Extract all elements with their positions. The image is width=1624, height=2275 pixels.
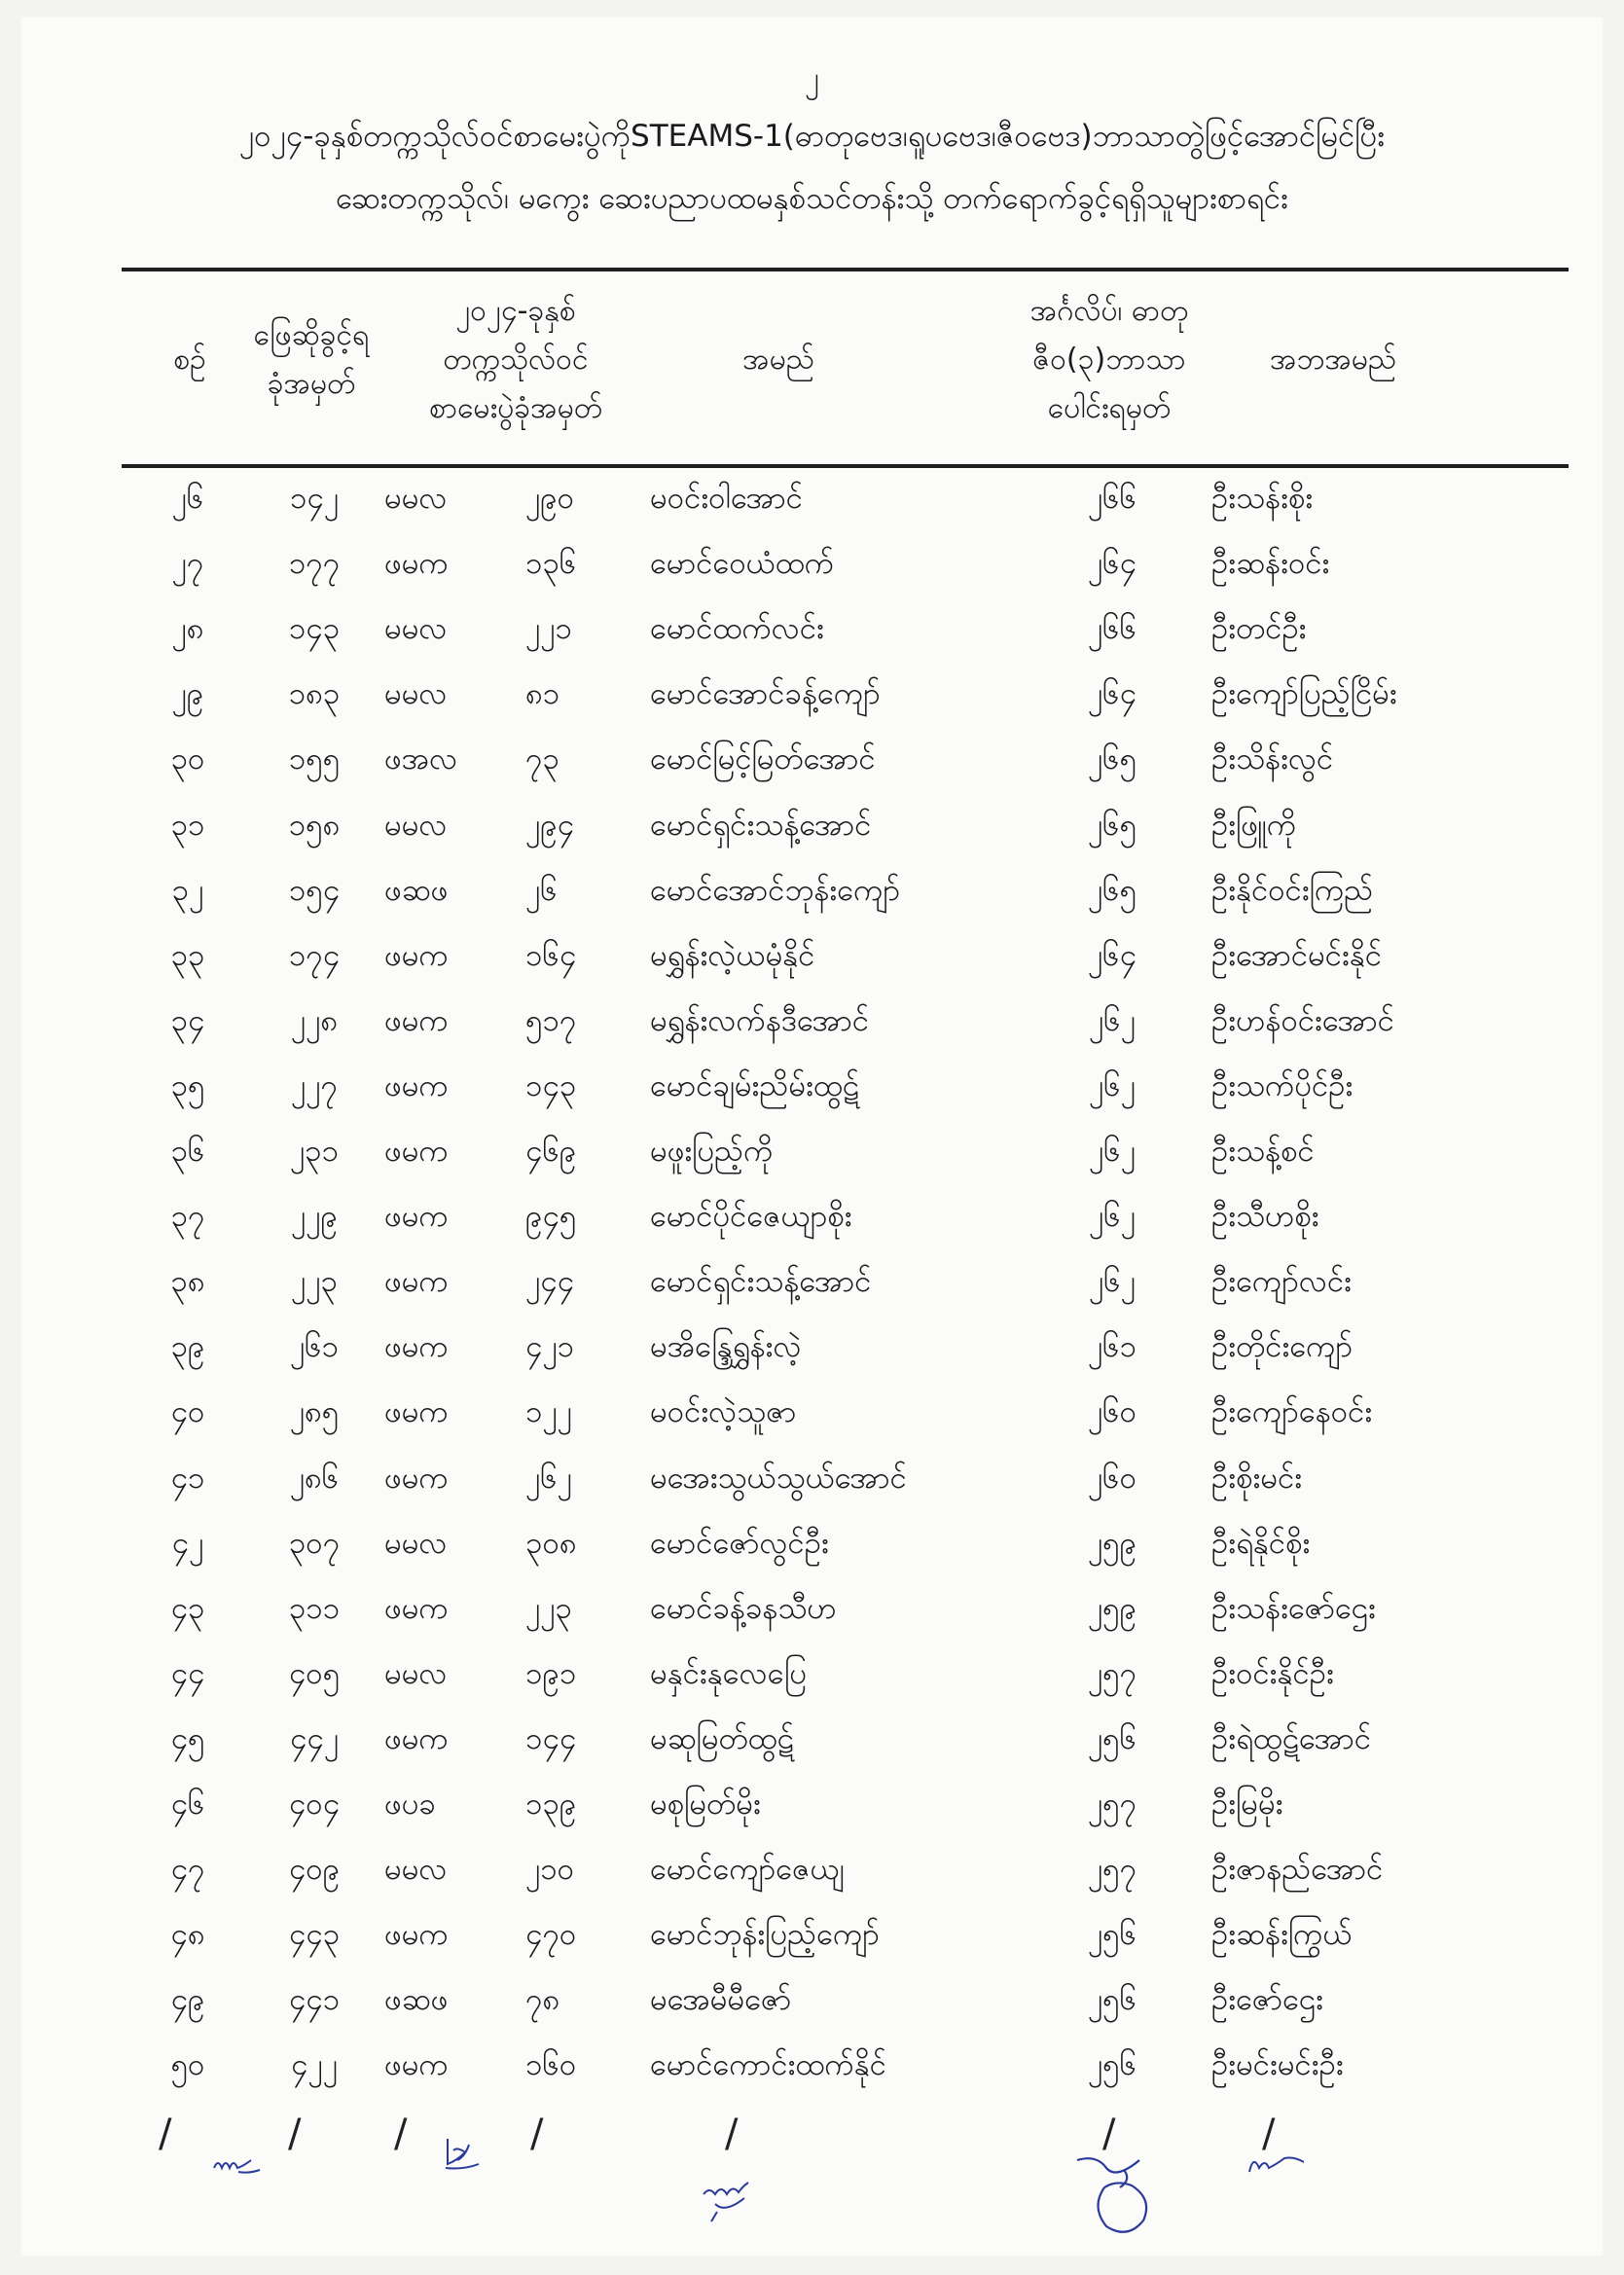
serial-number: ၂၆ bbox=[171, 481, 204, 516]
total-marks: ၂၅၆ bbox=[1087, 1917, 1137, 1953]
exam-center-code: ဖမက bbox=[384, 546, 449, 582]
total-marks: ၂၆၄ bbox=[1087, 546, 1137, 582]
serial-number: ၄၀ bbox=[170, 1394, 205, 1430]
slash-mark: / bbox=[530, 2112, 544, 2156]
total-marks: ၂၆၅ bbox=[1087, 872, 1137, 908]
total-marks: ၂၅၆ bbox=[1087, 1720, 1137, 1756]
serial-number: ၂၇ bbox=[171, 546, 204, 582]
total-marks: ၂၆၂ bbox=[1089, 1134, 1136, 1169]
father-name: ဦးဆန်းကြွယ် bbox=[1211, 1917, 1353, 1953]
exam-seat-number: ၁၆၄ bbox=[525, 937, 577, 973]
roll-number: ၄၂၂ bbox=[291, 2047, 338, 2083]
father-name: ဦးဆန်းဝင်း bbox=[1211, 546, 1330, 582]
total-marks: ၂၅၉ bbox=[1087, 1590, 1137, 1626]
student-name: မစုမြတ်မိုး bbox=[650, 1787, 761, 1822]
header-sr: စဉ် bbox=[173, 343, 206, 377]
roll-number: ၁၇၇ bbox=[288, 546, 341, 582]
serial-number: ၃၃ bbox=[170, 937, 205, 973]
exam-seat-number: ၂၁၀ bbox=[525, 1852, 575, 1888]
exam-seat-number: ၁၃၉ bbox=[525, 1787, 577, 1822]
total-marks: ၂၅၇ bbox=[1087, 1655, 1137, 1691]
father-name: ဦးသန်းဇော်ဌေး bbox=[1211, 1590, 1376, 1626]
table-row bbox=[0, 1119, 1624, 1184]
roll-number: ၁၄၂ bbox=[289, 481, 340, 516]
student-name: မောင်မြင့်မြတ်အောင် bbox=[650, 741, 876, 777]
exam-center-code: ဖမက bbox=[384, 1460, 449, 1496]
table-row bbox=[0, 1380, 1624, 1445]
student-name: မရွှန်းလဲ့ယမုံနိုင် bbox=[650, 937, 815, 973]
roll-number: ၂၂၉ bbox=[291, 1199, 338, 1235]
total-marks: ၂၆၀ bbox=[1087, 1394, 1137, 1430]
roll-number: ၄၄၂ bbox=[289, 1720, 340, 1756]
table-row bbox=[0, 1315, 1624, 1380]
total-marks: ၂၅၉ bbox=[1087, 1525, 1137, 1561]
father-name: ဦးသန်းစိုး bbox=[1211, 481, 1314, 516]
father-name: ဦးဇာနည်အောင် bbox=[1211, 1852, 1384, 1888]
table-row bbox=[0, 923, 1624, 989]
slash-mark: / bbox=[1102, 2112, 1116, 2156]
exam-center-code: ဖမက bbox=[384, 1002, 449, 1038]
father-name: ဦးရဲနိုင်စိုး bbox=[1211, 1525, 1311, 1561]
roll-number: ၁၇၄ bbox=[288, 937, 341, 973]
exam-center-code: မမလ bbox=[384, 481, 448, 516]
serial-number: ၃၉ bbox=[170, 1329, 205, 1365]
initial-signature bbox=[1245, 2150, 1304, 2180]
exam-seat-number: ၉၄၅ bbox=[525, 1199, 577, 1235]
table-row bbox=[0, 1837, 1624, 1902]
exam-seat-number: ၂၉၀ bbox=[525, 481, 575, 516]
student-name: မောင်အောင်ခန့်ကျော် bbox=[650, 676, 881, 712]
serial-number: ၂၉ bbox=[171, 676, 204, 712]
table-row bbox=[0, 1249, 1624, 1315]
total-marks: ၂၆၆ bbox=[1087, 611, 1137, 647]
slash-mark: / bbox=[159, 2112, 172, 2156]
student-name: မဝင်းလဲ့သူဇာ bbox=[650, 1394, 797, 1430]
roll-number: ၂၂၇ bbox=[291, 1067, 338, 1103]
father-name: ဦးသက်ပိုင်ဦး bbox=[1211, 1067, 1353, 1103]
roll-number: ၄၄၃ bbox=[288, 1917, 341, 1953]
student-name: မောင်ချမ်းညိမ်းထွဋ် bbox=[650, 1067, 860, 1103]
exam-seat-number: ၁၄၄ bbox=[525, 1720, 577, 1756]
serial-number: ၃၁ bbox=[170, 807, 205, 843]
initial-signature bbox=[209, 2150, 268, 2180]
roll-number: ၂၆၁ bbox=[289, 1329, 340, 1365]
total-marks: ၂၆၂ bbox=[1089, 1067, 1136, 1103]
student-name: မောင်အောင်ဘုန်းကျော် bbox=[650, 872, 901, 908]
exam-center-code: ဖမက bbox=[384, 1394, 449, 1430]
exam-center-code: ဖပခ bbox=[384, 1787, 436, 1822]
header-exam-number: ၂၀၂၄-ခုနှစ် တက္ကသိုလ်ဝင် စာမေးပွဲခုံအမှတ် bbox=[428, 294, 603, 425]
roll-number: ၁၅၅ bbox=[288, 741, 341, 777]
father-name: ဦးနိုင်ဝင်းကြည် bbox=[1211, 872, 1374, 908]
table-row bbox=[0, 1642, 1624, 1707]
slash-mark: / bbox=[394, 2112, 408, 2156]
exam-center-code: ဖအလ bbox=[384, 741, 458, 777]
total-marks: ၂၆၅ bbox=[1087, 741, 1137, 777]
table-row bbox=[0, 727, 1624, 792]
exam-seat-number: ၂၉၄ bbox=[525, 807, 575, 843]
exam-seat-number: ၁၃၆ bbox=[525, 546, 577, 582]
serial-number: ၄၅ bbox=[170, 1720, 205, 1756]
exam-seat-number: ၂၂၁ bbox=[525, 611, 572, 647]
roll-number: ၂၈၆ bbox=[289, 1460, 340, 1496]
student-name: မနှင်းနုလေပြေ bbox=[650, 1655, 808, 1691]
roll-number: ၁၈၃ bbox=[288, 676, 341, 712]
father-name: ဦးရဲထွဋ်အောင် bbox=[1211, 1720, 1372, 1756]
exam-seat-number: ၂၄၄ bbox=[525, 1264, 575, 1300]
exam-center-code: မမလ bbox=[384, 807, 448, 843]
serial-number: ၄၉ bbox=[170, 1982, 205, 2018]
father-name: ဦးဇော်ဌေး bbox=[1211, 1982, 1323, 2018]
student-name: မောင်ထက်လင်း bbox=[650, 611, 824, 647]
father-name: ဦးဟန်ဝင်းအောင် bbox=[1211, 1002, 1394, 1038]
slash-mark: / bbox=[1262, 2112, 1276, 2156]
roll-number: ၄၀၉ bbox=[288, 1852, 341, 1888]
total-marks: ၂၆၂ bbox=[1089, 1199, 1136, 1235]
exam-center-code: ဖဆဖ bbox=[384, 1982, 449, 2018]
slash-mark: / bbox=[725, 2112, 739, 2156]
father-name: ဦးဝင်းနိုင်ဦး bbox=[1211, 1655, 1334, 1691]
exam-center-code: ဖမက bbox=[384, 1329, 449, 1365]
exam-center-code: ဖမက bbox=[384, 1199, 449, 1235]
exam-seat-number: ၃၀၈ bbox=[525, 1525, 577, 1561]
total-marks: ၂၆၄ bbox=[1087, 676, 1137, 712]
serial-number: ၃၂ bbox=[171, 872, 204, 908]
exam-seat-number: ၈၁ bbox=[525, 676, 560, 712]
serial-number: ၃၀ bbox=[170, 741, 205, 777]
father-name: ဦးမြမိုး bbox=[1211, 1787, 1283, 1822]
exam-seat-number: ၁၂၂ bbox=[525, 1394, 572, 1430]
exam-center-code: ဖမက bbox=[384, 1264, 449, 1300]
roll-number: ၁၅၈ bbox=[288, 807, 341, 843]
document-title-line-2: ဆေးတက္ကသိုလ်၊ မကွေး ဆေးပညာပထမနှစ်သင်တန်းသို့ တက်ရောက်ခွင့်ရရှိသူများစာရင်း bbox=[336, 181, 1288, 216]
total-marks: ၂၆၅ bbox=[1087, 807, 1137, 843]
roll-number: ၄၄၁ bbox=[288, 1982, 341, 2018]
roll-number: ၂၃၁ bbox=[289, 1134, 340, 1169]
exam-seat-number: ၂၆ bbox=[525, 872, 558, 908]
table-row bbox=[0, 1772, 1624, 1837]
table-row bbox=[0, 1707, 1624, 1772]
serial-number: ၃၅ bbox=[170, 1067, 205, 1103]
student-name: မောင်ခန့်ခနသီဟ bbox=[650, 1590, 837, 1626]
exam-center-code: မမလ bbox=[384, 611, 448, 647]
father-name: ဦးသိန်းလွင် bbox=[1211, 741, 1334, 777]
exam-seat-number: ၇၃ bbox=[525, 741, 559, 777]
exam-center-code: ဖမက bbox=[384, 1134, 449, 1169]
father-name: ဦးသီဟစိုး bbox=[1211, 1199, 1319, 1235]
roll-number: ၃၀၇ bbox=[288, 1525, 341, 1561]
serial-number: ၄၈ bbox=[170, 1917, 205, 1953]
roll-number: ၄၀၅ bbox=[288, 1655, 341, 1691]
table-row bbox=[0, 662, 1624, 727]
exam-seat-number: ၁၄၃ bbox=[525, 1067, 577, 1103]
total-marks: ၂၆၀ bbox=[1087, 1460, 1137, 1496]
total-marks: ၂၆၁ bbox=[1087, 1329, 1137, 1365]
exam-seat-number: ၄၂၁ bbox=[525, 1329, 575, 1365]
serial-number: ၃၆ bbox=[170, 1134, 205, 1169]
header-name: အမည် bbox=[742, 343, 814, 377]
serial-number: ၃၇ bbox=[170, 1199, 205, 1235]
total-marks: ၂၅၆ bbox=[1087, 2047, 1137, 2083]
roll-number: ၂၂၃ bbox=[291, 1264, 338, 1300]
table-row bbox=[0, 1902, 1624, 1968]
serial-number: ၄၃ bbox=[170, 1590, 205, 1626]
exam-center-code: ဖမက bbox=[384, 1917, 449, 1953]
exam-center-code: ဖဆဖ bbox=[384, 872, 449, 908]
roll-number: ၁၅၄ bbox=[288, 872, 341, 908]
serial-number: ၅၀ bbox=[170, 2047, 205, 2083]
father-name: ဦးမင်းမင်းဦး bbox=[1211, 2047, 1344, 2083]
roll-number: ၂၈၅ bbox=[289, 1394, 340, 1430]
student-name: မောင်ရှင်းသန့်အောင် bbox=[650, 1264, 872, 1300]
father-name: ဦးတင်ဦး bbox=[1211, 611, 1307, 647]
serial-number: ၄၇ bbox=[170, 1852, 205, 1888]
total-marks: ၂၆၆ bbox=[1087, 481, 1137, 516]
page-number: ၂ bbox=[805, 61, 819, 95]
father-name: ဦးစိုးမင်း bbox=[1211, 1460, 1303, 1496]
initial-signature bbox=[438, 2131, 487, 2175]
father-name: ဦးကျော်နေဝင်း bbox=[1211, 1394, 1373, 1430]
initial-signature bbox=[696, 2155, 764, 2223]
table-row bbox=[0, 1446, 1624, 1511]
total-marks: ၂၆၂ bbox=[1089, 1264, 1136, 1300]
table-row bbox=[0, 1054, 1624, 1119]
serial-number: ၄၄ bbox=[170, 1655, 205, 1691]
student-name: မောင်ပိုင်ဇေယျာစိုး bbox=[650, 1199, 852, 1235]
father-name: ဦးကျော်ပြည့်ငြိမ်း bbox=[1211, 676, 1397, 712]
table-row bbox=[0, 466, 1624, 531]
exam-center-code: ဖမက bbox=[384, 2047, 449, 2083]
father-name: ဦးအောင်မင်းနိုင် bbox=[1211, 937, 1383, 973]
student-name: မဝင်းဝါအောင် bbox=[650, 481, 803, 516]
total-marks: ၂၅၇ bbox=[1087, 1787, 1137, 1822]
table-row bbox=[0, 989, 1624, 1054]
exam-center-code: ဖမက bbox=[384, 1067, 449, 1103]
student-name: မောင်ဇော်လွင်ဦး bbox=[650, 1525, 829, 1561]
student-name: မအေမီမီဇော် bbox=[650, 1982, 792, 2018]
exam-seat-number: ၄၆၉ bbox=[525, 1134, 577, 1169]
roll-number: ၄၀၄ bbox=[288, 1787, 341, 1822]
header-marks: အင်္ဂလိပ်၊ ဓာတု ဇီဝ(၃)ဘာသာ ပေါင်းရမှတ် bbox=[1029, 294, 1189, 425]
roll-number: ၂၂၈ bbox=[290, 1002, 339, 1038]
student-name: မောင်ကောင်းထက်နိုင် bbox=[650, 2047, 886, 2083]
table-row bbox=[0, 1184, 1624, 1249]
table-row bbox=[0, 2033, 1624, 2098]
table-row bbox=[0, 858, 1624, 923]
student-name: မောင်ရှင်းသန့်အောင် bbox=[650, 807, 872, 843]
slash-mark: / bbox=[288, 2112, 302, 2156]
total-marks: ၂၆၄ bbox=[1087, 937, 1137, 973]
total-marks: ၂၅၆ bbox=[1087, 1982, 1137, 2018]
table-row bbox=[0, 1576, 1624, 1642]
exam-center-code: ဖမက bbox=[384, 937, 449, 973]
father-name: ဦးကျော်လင်း bbox=[1211, 1264, 1353, 1300]
table-top-rule bbox=[122, 268, 1569, 271]
student-name: မောင်ဘုန်းပြည့်ကျော် bbox=[650, 1917, 880, 1953]
roll-number: ၃၁၁ bbox=[288, 1590, 341, 1626]
student-name: မဆုမြတ်ထွဋ် bbox=[650, 1720, 794, 1756]
header-roll: ဖြေဆိုခွင့်ရ ခုံအမှတ် bbox=[253, 318, 370, 401]
exam-seat-number: ၁၆၀ bbox=[525, 2047, 577, 2083]
serial-number: ၄၆ bbox=[170, 1787, 205, 1822]
table-row bbox=[0, 1511, 1624, 1576]
student-name: မောင်ဝေယံထက် bbox=[650, 546, 835, 582]
exam-center-code: ဖမက bbox=[384, 1590, 449, 1626]
student-name: မအေးသွယ်သွယ်အောင် bbox=[650, 1460, 907, 1496]
table-row bbox=[0, 531, 1624, 596]
father-name: ဦးသန့်စင် bbox=[1211, 1134, 1315, 1169]
roll-number: ၁၄၃ bbox=[288, 611, 341, 647]
table-row bbox=[0, 1968, 1624, 2033]
father-name: ဦးတိုင်းကျော် bbox=[1211, 1329, 1353, 1365]
student-name: မဖူးပြည့်ကို bbox=[650, 1134, 774, 1169]
total-marks: ၂၅၇ bbox=[1087, 1852, 1137, 1888]
serial-number: ၂၈ bbox=[171, 611, 204, 647]
header-father-name: အဘအမည် bbox=[1269, 343, 1397, 377]
exam-seat-number: ၁၉၁ bbox=[525, 1655, 577, 1691]
total-marks: ၂၆၂ bbox=[1089, 1002, 1136, 1038]
exam-center-code: မမလ bbox=[384, 1525, 448, 1561]
serial-number: ၃၈ bbox=[170, 1264, 205, 1300]
document-title-line-1: ၂၀၂၄-ခုနှစ်တက္ကသိုလ်ဝင်စာမေးပွဲကိုSTEAMS-1(ဓာတုဗေဒ၊ရူပဗေဒ၊ဇီဝဗေဒ)ဘာသာတွဲဖြင့်အောင်မြင်ပြီး bbox=[238, 119, 1386, 154]
table-row bbox=[0, 596, 1624, 662]
exam-center-code: မမလ bbox=[384, 676, 448, 712]
serial-number: ၄၂ bbox=[171, 1525, 204, 1561]
exam-center-code: မမလ bbox=[384, 1655, 448, 1691]
serial-number: ၄၁ bbox=[170, 1460, 205, 1496]
exam-seat-number: ၂၂၃ bbox=[525, 1590, 572, 1626]
student-name: မောင်ကျော်ဇေယျ bbox=[650, 1852, 845, 1888]
exam-seat-number: ၄၇၀ bbox=[525, 1917, 577, 1953]
exam-seat-number: ၅၁၇ bbox=[525, 1002, 577, 1038]
serial-number: ၃၄ bbox=[170, 1002, 205, 1038]
exam-center-code: ဖမက bbox=[384, 1720, 449, 1756]
exam-seat-number: ၇၈ bbox=[525, 1982, 560, 2018]
exam-center-code: မမလ bbox=[384, 1852, 448, 1888]
father-name: ဦးဖြူကို bbox=[1211, 807, 1297, 843]
student-name: မအိန္ဒြေရွှန်းလဲ့ bbox=[650, 1329, 802, 1365]
table-row bbox=[0, 793, 1624, 858]
student-name: မရွှန်းလက်နဒီအောင် bbox=[650, 1002, 870, 1038]
exam-seat-number: ၂၆၂ bbox=[525, 1460, 572, 1496]
initial-signature bbox=[1065, 2141, 1173, 2248]
